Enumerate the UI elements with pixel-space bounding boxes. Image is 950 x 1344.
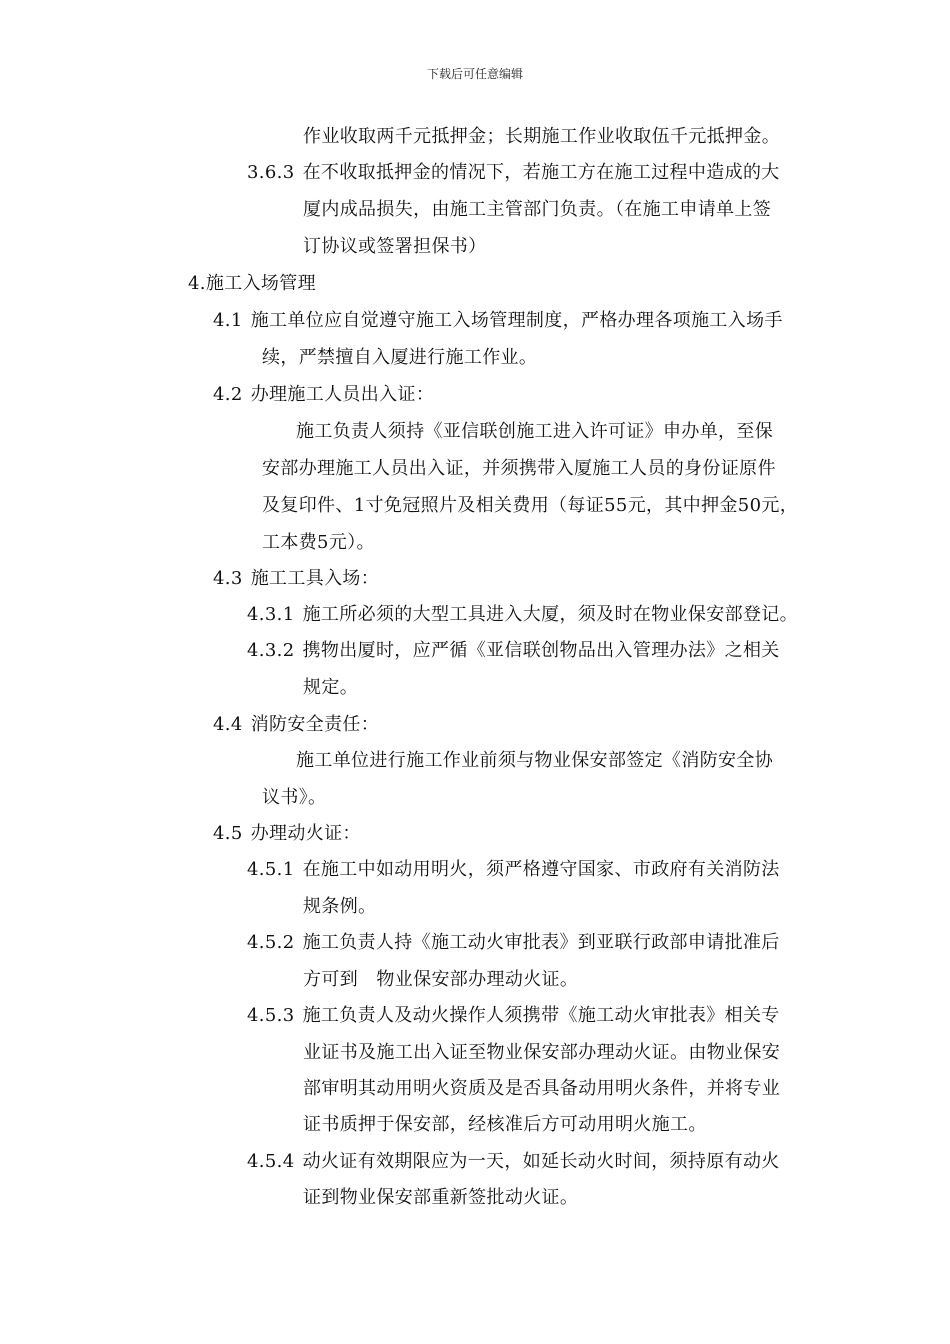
clause-4-5-2-line-2 [303, 968, 578, 992]
line-text: 作业收取两千元抵押金；长期施工作业收取伍千元抵押金。 [303, 126, 781, 147]
clause-4-2-body-line-4 [262, 531, 375, 555]
clause-4-2-body-line-2 [262, 457, 776, 481]
line-text: 办理施工人员出入证： [250, 384, 435, 405]
line-text: 施工负责人及动火操作人须携带《施工动火审批表》相关专 [302, 1005, 780, 1026]
line-text: 工本费5元）。 [262, 532, 375, 553]
clause-4-4-body-line-1 [296, 749, 773, 773]
clause-3-6-3-line-2 [303, 198, 771, 222]
line-text: 方可到 物业保安部办理动火证。 [303, 969, 579, 990]
clause-3-6-3 [247, 161, 780, 185]
clause-number: 4.3.2 [247, 640, 295, 661]
line-text: 携物出厦时，应严循《亚信联创物品出入管理办法》之相关 [302, 640, 780, 661]
clause-number: 4.4 [213, 714, 243, 735]
line-text: 施工单位应自觉遵守施工入场管理制度，严格办理各项施工入场手 [250, 310, 783, 331]
line-text: 办理动火证： [250, 823, 361, 844]
clause-4-5 [213, 822, 361, 846]
line-text: 证到物业保安部重新签批动火证。 [303, 1187, 579, 1208]
clause-3-6-3-line-3 [303, 235, 487, 259]
line-text: 续，严禁擅自入厦进行施工作业。 [262, 347, 538, 368]
line-text: 在施工中如动用明火，须严格遵守国家、市政府有关消防法 [302, 859, 780, 880]
clause-4-5-4-line-2 [303, 1186, 578, 1210]
clause-number: 4.1 [213, 310, 243, 331]
clause-number: 3.6.3 [247, 162, 295, 183]
line-text: 消防安全责任： [250, 714, 380, 735]
clause-4-5-2 [247, 931, 780, 955]
line-text: 安部办理施工人员出入证，并须携带入厦施工人员的身份证原件 [262, 458, 776, 479]
clause-4-4-body-line-2 [262, 786, 326, 810]
page-header: 下载后可任意编辑 [426, 67, 523, 81]
clause-4-2-body-line-1 [296, 420, 773, 444]
clause-4-5-3-line-2 [303, 1041, 780, 1065]
line-text: 部审明其动用明火资质及是否具备动用明火条件，并将专业 [303, 1078, 781, 1099]
line-text: 议书》。 [262, 787, 327, 808]
clause-4-5-3-line-4 [303, 1113, 707, 1137]
clause-number: 4.2 [213, 384, 243, 405]
clause-4-4 [213, 713, 379, 737]
section-4-heading [188, 272, 316, 296]
line-text: 施工单位进行施工作业前须与物业保安部签定《消防安全协 [296, 750, 774, 771]
clause-4-5-4 [247, 1150, 780, 1174]
clause-4-5-3-line-3 [303, 1077, 780, 1101]
line-text: 厦内成品损失，由施工主管部门负责。（在施工申请单上签 [303, 199, 772, 220]
line-text: 在不收取抵押金的情况下，若施工方在施工过程中造成的大 [302, 162, 780, 183]
line-text: 施工所必须的大型工具进入大厦，须及时在物业保安部登记。 [302, 604, 799, 625]
clause-number: 4.3 [213, 568, 243, 589]
clause-4-5-3 [247, 1004, 780, 1028]
clause-number: 4.5 [213, 823, 243, 844]
clause-4-1 [213, 309, 783, 333]
clause-number: 4.5.4 [247, 1151, 295, 1172]
clause-4-3-2 [247, 639, 780, 663]
clause-number: 4.5.2 [247, 932, 295, 953]
line-text: 订协议或签署担保书） [303, 236, 487, 257]
line-text: 施工负责人须持《亚信联创施工进入许可证》申办单，至保 [296, 421, 774, 442]
clause-4-5-1 [247, 858, 780, 882]
line-text: 动火证有效期限应为一天，如延长动火时间，须持原有动火 [302, 1151, 780, 1172]
clause-4-2-body-line-3 [262, 494, 798, 518]
clause-4-3 [213, 567, 379, 591]
line-text: 证书质押于保安部，经核准后方可动用明火施工。 [303, 1114, 707, 1135]
section-title: 施工入场管理 [205, 273, 316, 294]
clause-number: 4.3.1 [247, 604, 295, 625]
clause-4-2 [213, 383, 434, 407]
line-text: 及复印件、1寸免冠照片及相关费用（每证55元，其中押金50元， [262, 495, 799, 516]
line-text: 施工负责人持《施工动火审批表》到亚联行政部申请批准后 [302, 932, 780, 953]
clause-4-5-1-line-2 [303, 895, 376, 919]
line-text: 规条例。 [303, 896, 377, 917]
line-text: 规定。 [303, 677, 359, 698]
clause-4-3-2-line-2 [303, 676, 358, 700]
line-text: 业证书及施工出入证至物业保安部办理动火证。由物业保安 [303, 1042, 781, 1063]
section-number: 4. [188, 273, 206, 294]
line-text: 施工工具入场： [250, 568, 380, 589]
clause-number: 4.5.3 [247, 1005, 295, 1026]
clause-3-6-2-continuation [303, 125, 780, 149]
clause-4-3-1 [247, 603, 798, 627]
clause-number: 4.5.1 [247, 859, 295, 880]
clause-4-1-line-2 [262, 346, 537, 370]
